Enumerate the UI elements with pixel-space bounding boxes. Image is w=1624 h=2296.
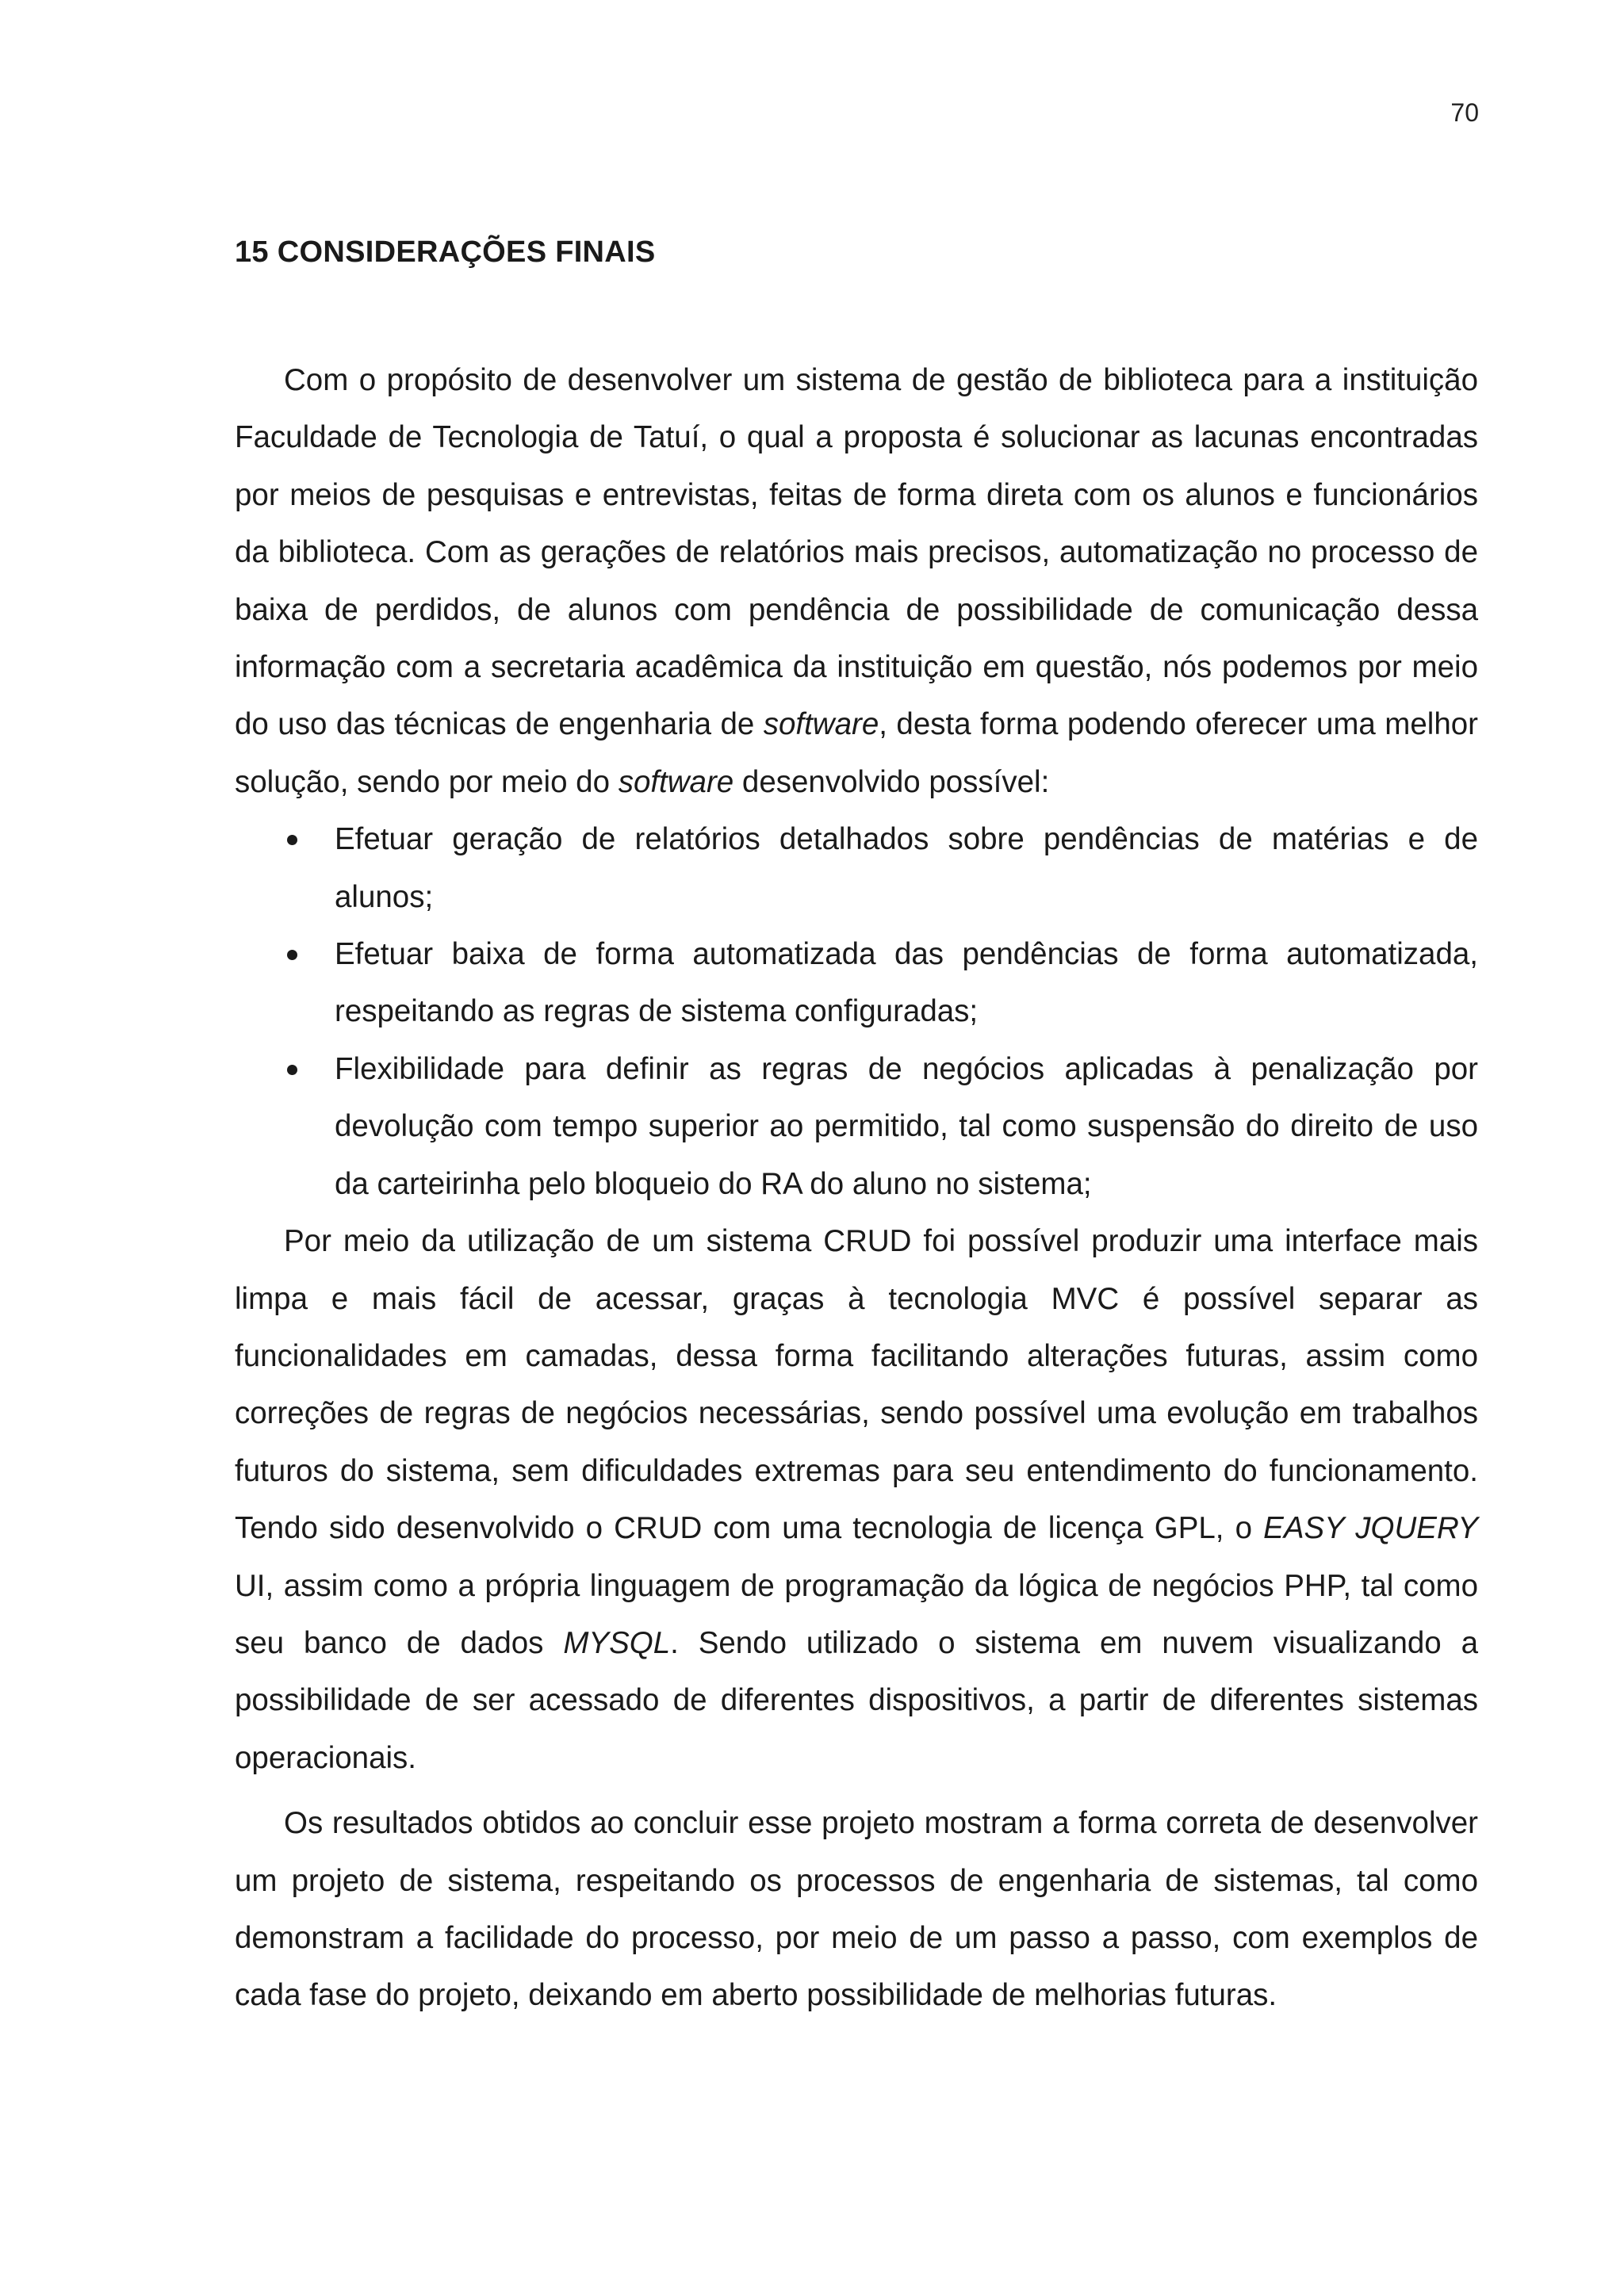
bullet-text: Efetuar baixa de forma automatizada das pendências de forma automatizada, respeitando as regras de sistema configuradas; <box>335 937 1478 1029</box>
bullet-item <box>235 926 1478 1041</box>
section-title: 15 CONSIDERAÇÕES FINAIS <box>235 235 656 269</box>
paragraph-intro-italic-2: software <box>618 764 734 799</box>
paragraph-intro-italic-1: software <box>763 707 879 742</box>
bullet-icon <box>287 950 297 960</box>
page-number: 70 <box>1450 98 1479 127</box>
paragraph-intro-text-3: desenvolvido possível: <box>733 764 1050 799</box>
paragraph-intro-text-2: , desta forma podendo oferecer uma melhor solução, sendo por meio do <box>235 707 1478 799</box>
bullet-list <box>235 811 1478 1213</box>
bullet-item <box>235 1041 1478 1213</box>
bullet-icon <box>287 835 297 845</box>
paragraph-crud-text-3: . Sendo utilizado o sistema em nuvem visualizando a possibilidade de ser acessado de diferentes dispositivos, a partir de diferentes sistemas operacionais. <box>235 1625 1478 1775</box>
bullet-item <box>235 811 1478 926</box>
paragraph-intro <box>235 352 1478 811</box>
page-content <box>235 232 1478 2025</box>
paragraph-crud-text-2: UI, assim como a própria linguagem de programação da lógica de negócios PHP, tal como seu banco de dados <box>235 1568 1478 1660</box>
paragraph-intro-text-1: Com o propósito de desenvolver um sistema de gestão de biblioteca para a instituição Faculdade de Tecnologia de Tatuí, o qual a proposta é solucionar as lacunas encontradas por meios de pesquisas e entrevistas, feitas de forma direta com os alunos e funcionários da biblioteca. Com as gerações de relatórios mais precisos, automatização no processo de baixa de perdidos, de alunos com pendência de possibilidade de comunicação dessa informação com a secretaria acadêmica da instituição em questão, nós podemos por meio do uso das técnicas de engenharia de <box>235 363 1478 742</box>
paragraph-crud-italic-1: EASY JQUERY <box>1263 1511 1479 1546</box>
paragraph-crud <box>235 1213 1478 1787</box>
bullet-icon <box>287 1065 297 1075</box>
paragraph-results: Os resultados obtidos ao concluir esse projeto mostram a forma correta de desenvolver um projeto de sistema, respeitando os processos de engenharia de sistemas, tal como demonstram a facilidade do processo, por meio de um passo a passo, com exemplos de cada fase do projeto, deixando em aberto possibilidade de melhorias futuras. <box>235 1806 1478 2013</box>
paragraph-crud-text-1: Por meio da utilização de um sistema CRUD foi possível produzir uma interface mais limpa e mais fácil de acessar, graças à tecnologia MVC é possível separar as funcionalidades em camadas, dessa forma facilitando alterações futuras, assim como correções de regras de negócios necessárias, sendo possível uma evolução em trabalhos futuros do sistema, sem dificuldades extremas para seu entendimento do funcionamento. Tendo sido desenvolvido o CRUD com uma tecnologia de licença GPL, o <box>235 1224 1478 1546</box>
bullet-text: Efetuar geração de relatórios detalhados sobre pendências de matérias e de alunos; <box>335 822 1478 914</box>
bullet-text: Flexibilidade para definir as regras de negócios aplicadas à penalização por devolução com tempo superior ao permitido, tal como suspensão do direito de uso da carteirinha pelo bloqueio do RA do aluno no sistema; <box>335 1051 1478 1201</box>
paragraph-crud-italic-2: MYSQL <box>563 1625 671 1660</box>
